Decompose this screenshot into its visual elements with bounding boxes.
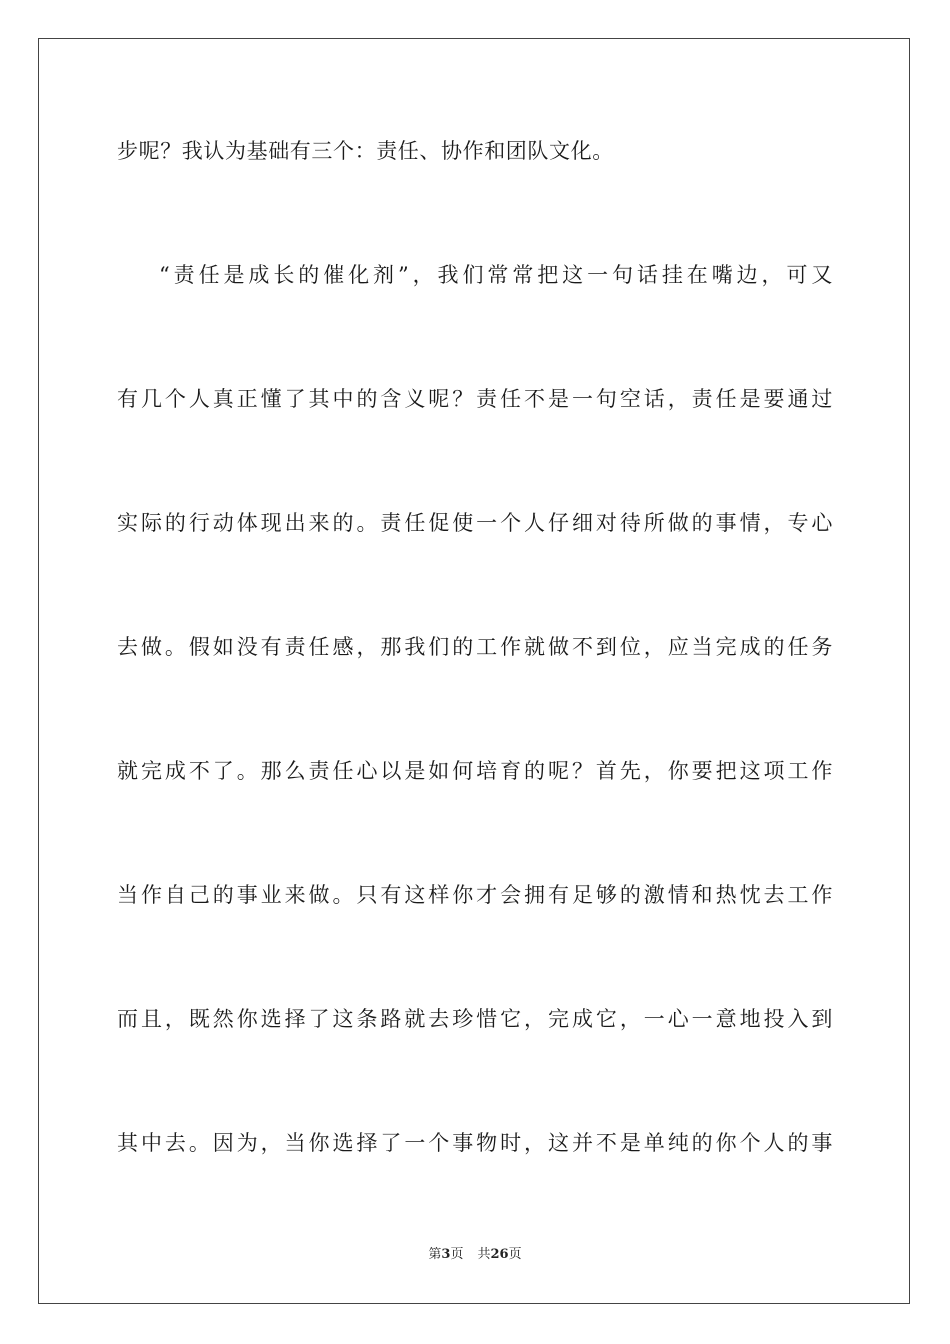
paragraph-line: 其中去。因为，当你选择了一个事物时，这并不是单纯的你个人的事 bbox=[117, 1131, 833, 1155]
page-footer bbox=[0, 1246, 950, 1264]
paragraph-line: 有几个人真正懂了其中的含义呢？责任不是一句空话，责任是要通过 bbox=[117, 387, 833, 411]
page-suffix: 页 bbox=[450, 1247, 464, 1262]
paragraph-line: 步呢？我认为基础有三个：责任、协作和团队文化。 bbox=[117, 139, 614, 163]
page-border bbox=[38, 38, 910, 1304]
page-prefix: 第 bbox=[428, 1247, 442, 1262]
paragraph-line: 实际的行动体现出来的。责任促使一个人仔细对待所做的事情，专心 bbox=[117, 511, 833, 535]
paragraph-line: “责任是成长的催化剂”，我们常常把这一句话挂在嘴边，可又 bbox=[159, 263, 833, 287]
page-number: 3 bbox=[441, 1247, 451, 1262]
paragraph-line: 当作自己的事业来做。只有这样你才会拥有足够的激情和热忱去工作 bbox=[117, 883, 833, 907]
paragraph-line: 而且，既然你选择了这条路就去珍惜它，完成它，一心一意地投入到 bbox=[117, 1007, 833, 1031]
paragraph-line: 去做。假如没有责任感，那我们的工作就做不到位，应当完成的任务 bbox=[117, 635, 833, 659]
total-pages: 26 bbox=[490, 1247, 509, 1262]
total-suffix: 页 bbox=[508, 1247, 522, 1262]
total-prefix: 共 bbox=[477, 1247, 491, 1262]
paragraph-line: 就完成不了。那么责任心以是如何培育的呢？首先，你要把这项工作 bbox=[117, 759, 833, 783]
